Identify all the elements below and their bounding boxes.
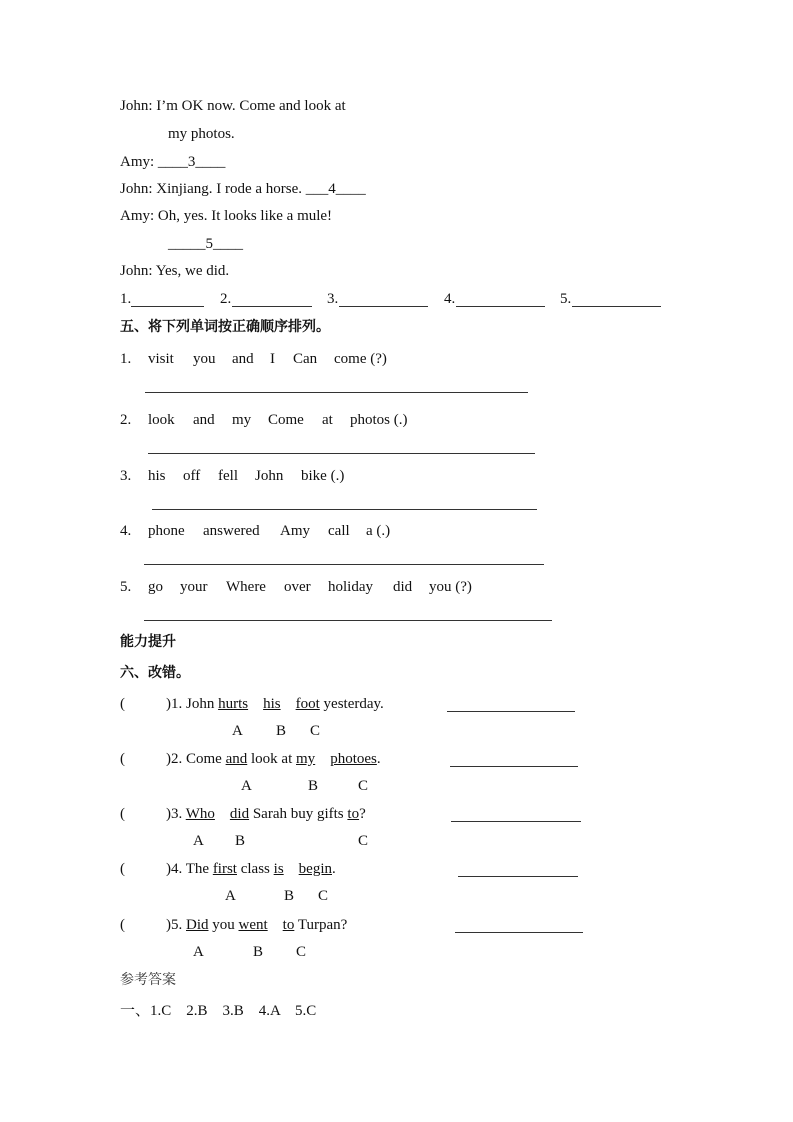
option-label: B xyxy=(308,778,319,794)
option-label: A xyxy=(193,833,204,849)
sentence-text: Come xyxy=(182,751,226,767)
dialogue-line-1: John: I’m OK now. Come and look at xyxy=(120,98,346,114)
option-label: C xyxy=(296,944,307,960)
dialogue-line-3 xyxy=(120,153,225,171)
scrambled-word: his xyxy=(148,468,166,484)
underlined-option: foot xyxy=(295,696,320,712)
blank: ___ xyxy=(305,181,329,197)
scrambled-word: over xyxy=(284,579,311,595)
speaker: Amy: xyxy=(120,154,158,170)
answer-blank-4[interactable] xyxy=(456,306,545,307)
error-sentence xyxy=(166,805,366,823)
sentence-text: class xyxy=(236,861,274,877)
scrambled-word: fell xyxy=(218,468,238,484)
sentence-text: yesterday. xyxy=(319,696,384,712)
dialogue-line-6 xyxy=(168,235,243,253)
item-number: )1. xyxy=(166,696,183,712)
sentence-text xyxy=(284,861,299,877)
sentence-text: Sarah buy gifts xyxy=(249,806,348,822)
blank-number: 4 xyxy=(328,181,336,197)
item-number: )2. xyxy=(166,751,183,767)
answer-blank-5[interactable] xyxy=(572,306,661,307)
answer-paren-open[interactable]: ( xyxy=(120,806,125,822)
option-label: C xyxy=(358,833,369,849)
underlined-option: to xyxy=(347,806,360,822)
dialogue-text: John: Xinjiang. I rode a horse. xyxy=(120,181,306,197)
option-label: B xyxy=(253,944,264,960)
underlined-option: photoes xyxy=(330,751,377,767)
scrambled-word: photos (.) xyxy=(350,412,408,428)
underlined-option: and xyxy=(225,751,248,767)
underlined-option: is xyxy=(273,861,284,877)
sentence-text xyxy=(268,917,283,933)
underlined-option: begin xyxy=(298,861,332,877)
scrambled-word: a (.) xyxy=(366,523,391,539)
sentence-text: John xyxy=(182,696,219,712)
error-sentence xyxy=(166,750,381,768)
correction-line[interactable] xyxy=(447,711,575,712)
option-label: C xyxy=(310,723,321,739)
scrambled-word: Where xyxy=(226,579,266,595)
item-number: 2. xyxy=(120,412,132,428)
sentence-text: . xyxy=(332,861,336,877)
sentence-text: you xyxy=(208,917,239,933)
answer-blank-5-label: 5. xyxy=(560,291,572,307)
option-label: A xyxy=(225,888,236,904)
item-number: 1. xyxy=(120,351,132,367)
scrambled-word: and xyxy=(232,351,254,367)
answers-line-1: 一、1.C 2.B 3.B 4.A 5.C xyxy=(120,1003,317,1019)
blank: ____ xyxy=(195,154,226,170)
option-label: B xyxy=(284,888,295,904)
underlined-option: Did xyxy=(186,917,209,933)
scrambled-word: look xyxy=(148,412,175,428)
scrambled-word: John xyxy=(255,468,284,484)
section6-title: 六、改错。 xyxy=(120,665,190,681)
correction-line[interactable] xyxy=(458,876,578,877)
correction-line[interactable] xyxy=(451,821,581,822)
scrambled-word: Amy xyxy=(280,523,310,539)
scrambled-word: go xyxy=(148,579,163,595)
sentence-text xyxy=(315,751,330,767)
option-label: B xyxy=(276,723,287,739)
underlined-option: to xyxy=(282,917,295,933)
option-label: B xyxy=(235,833,246,849)
scrambled-word: at xyxy=(322,412,333,428)
item-number: 5. xyxy=(120,579,132,595)
answer-paren-open[interactable]: ( xyxy=(120,696,125,712)
answer-blank-1[interactable] xyxy=(131,306,204,307)
scrambled-word: phone xyxy=(148,523,185,539)
scrambled-word: your xyxy=(180,579,208,595)
underlined-option: hurts xyxy=(218,696,249,712)
sentence-text: ? xyxy=(359,806,366,822)
scrambled-word: you (?) xyxy=(429,579,472,595)
dialogue-line-7: John: Yes, we did. xyxy=(120,263,230,279)
answer-blank-2[interactable] xyxy=(232,306,312,307)
answer-paren-open[interactable]: ( xyxy=(120,917,125,933)
dialogue-line-2: my photos. xyxy=(168,126,235,142)
sentence-text: The xyxy=(182,861,213,877)
answer-line[interactable] xyxy=(148,453,535,454)
ability-heading: 能力提升 xyxy=(120,634,176,650)
blank: ____ xyxy=(157,154,188,170)
scrambled-word: visit xyxy=(148,351,174,367)
answers-heading: 参考答案 xyxy=(120,972,176,988)
answer-paren-open[interactable]: ( xyxy=(120,751,125,767)
blank: _____ xyxy=(168,236,206,252)
sentence-text xyxy=(281,696,296,712)
blank: ____ xyxy=(335,181,366,197)
answer-blank-2-label: 2. xyxy=(220,291,232,307)
item-number: 4. xyxy=(120,523,132,539)
scrambled-word: come (?) xyxy=(334,351,387,367)
option-label: A xyxy=(232,723,243,739)
error-sentence xyxy=(166,860,336,878)
answer-blank-1-label: 1. xyxy=(120,291,132,307)
scrambled-word: holiday xyxy=(328,579,373,595)
underlined-option: first xyxy=(212,861,237,877)
item-number: 3. xyxy=(120,468,132,484)
sentence-text xyxy=(248,696,263,712)
scrambled-word: call xyxy=(328,523,350,539)
option-label: C xyxy=(318,888,329,904)
underlined-option: his xyxy=(263,696,281,712)
answer-line[interactable] xyxy=(152,509,537,510)
option-label: A xyxy=(193,944,204,960)
item-number: )3. xyxy=(166,806,183,822)
sentence-text xyxy=(215,806,230,822)
scrambled-word: Can xyxy=(293,351,318,367)
item-number: )4. xyxy=(166,861,183,877)
option-label: C xyxy=(358,778,369,794)
underlined-option: my xyxy=(296,751,316,767)
sentence-text: Turpan? xyxy=(294,917,348,933)
answer-line[interactable] xyxy=(144,564,544,565)
item-number: )5. xyxy=(166,917,183,933)
correction-line[interactable] xyxy=(450,766,578,767)
dialogue-line-5: Amy: Oh, yes. It looks like a mule! xyxy=(120,208,333,224)
scrambled-word: answered xyxy=(203,523,260,539)
answer-blank-3-label: 3. xyxy=(327,291,339,307)
underlined-option: did xyxy=(229,806,250,822)
correction-line[interactable] xyxy=(455,932,583,933)
error-sentence xyxy=(166,916,347,934)
scrambled-word: I xyxy=(270,351,275,367)
scrambled-word: you xyxy=(193,351,216,367)
underlined-option: Who xyxy=(185,806,215,822)
scrambled-word: off xyxy=(183,468,201,484)
dialogue-line-4 xyxy=(120,180,366,198)
scrambled-word: my xyxy=(232,412,252,428)
answer-paren-open[interactable]: ( xyxy=(120,861,125,877)
answer-line[interactable] xyxy=(144,620,552,621)
answer-blank-3[interactable] xyxy=(339,306,428,307)
scrambled-word: did xyxy=(393,579,413,595)
underlined-option: went xyxy=(238,917,268,933)
answer-line[interactable] xyxy=(145,392,528,393)
answer-blank-4-label: 4. xyxy=(444,291,456,307)
option-label: A xyxy=(241,778,252,794)
blank: ____ xyxy=(213,236,243,252)
blank-number: 3 xyxy=(187,154,196,170)
sentence-text: look at xyxy=(247,751,297,767)
scrambled-word: Come xyxy=(268,412,304,428)
blank-number: 5 xyxy=(205,236,213,252)
section5-title: 五、将下列单词按正确顺序排列。 xyxy=(120,319,330,335)
sentence-text: . xyxy=(376,751,381,767)
scrambled-word: and xyxy=(193,412,215,428)
scrambled-word: bike (.) xyxy=(301,468,345,484)
error-sentence xyxy=(166,695,384,713)
